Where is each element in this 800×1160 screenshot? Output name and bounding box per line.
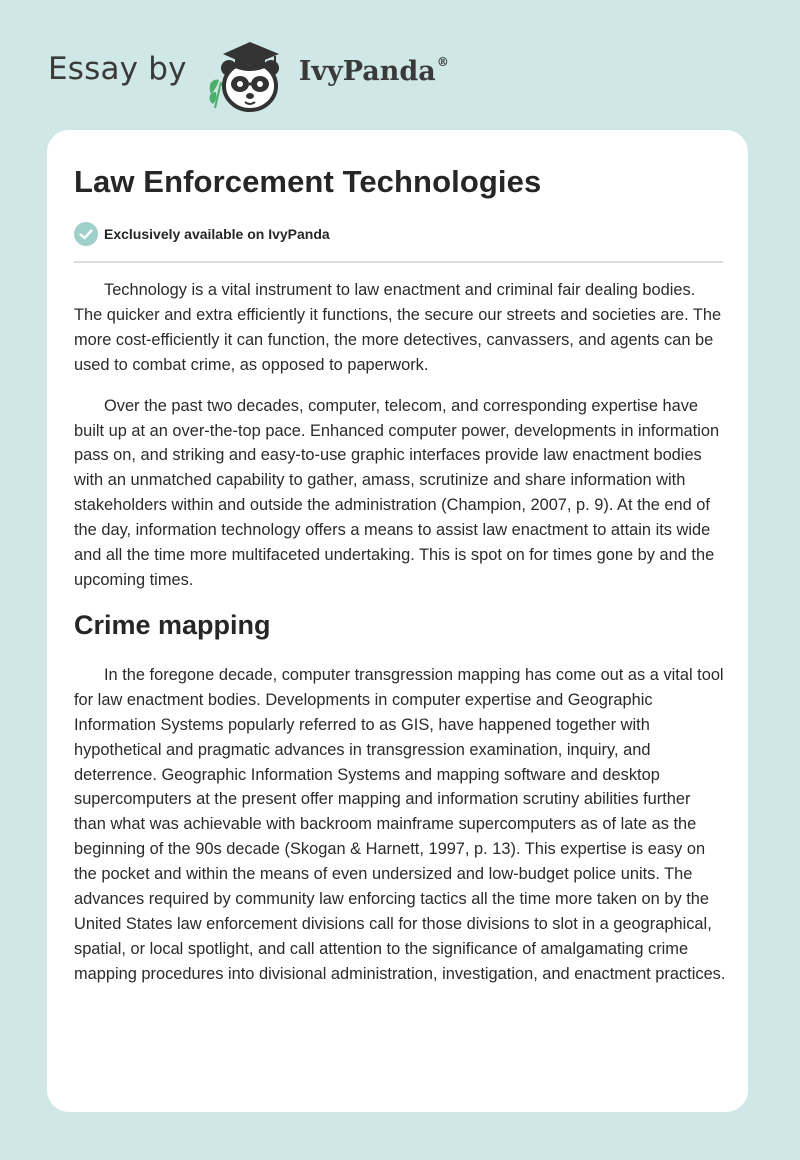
brand-name-text: IvyPanda [298,55,436,87]
paragraph: Technology is a vital instrument to law enactment and criminal fair dealing bodies. The quicker and extra efficiently it functions, the secure our streets and societies are. The more cost-efficiently it can function, the more detectives, canvassers, and agents can be used to combat crime, as opposed to paperwork. [74,281,722,374]
site-header [48,34,449,114]
exclusive-badge-label: Exclusively available on IvyPanda [104,226,330,242]
paragraph: Over the past two decades, computer, telecom, and corresponding expertise have built up at an over-the-top pace. Enhanced computer power, developments in information pass on, and striking and easy-to-use graphic interfaces provide law enactment bodies with an unmatched capability to gather, amass, scrutinize and share information with stakeholders within and outside the administration (Champion, 2007, p. 9). At the end of the day, information technology offers a means to assist law enactment to attain its wide and all the time more multifaceted undertaking. This is spot on for times gone by and the upcoming times. [74,396,720,589]
essay-card [47,130,748,1112]
essay-by-label: Essay by [48,51,187,87]
divider [74,261,723,263]
registered-mark: ® [436,54,449,69]
section-heading: Crime mapping [74,609,271,640]
panda-graduate-logo-icon[interactable] [201,34,297,114]
exclusive-badge [74,222,330,246]
check-circle-icon [74,222,98,246]
brand-name[interactable] [299,56,449,87]
page-title: Law Enforcement Technologies [74,164,542,199]
essay-body [74,278,726,1003]
paragraph: In the foregone decade, computer transgression mapping has come out as a vital tool for law enactment bodies. Developments in computer expertise and Geographic Information Systems popularly referred to as GIS, have happened together with hypothetical and pragmatic advances in transgression examination, inquiry, and deterrence. Geographic Information Systems and mapping software and desktop supercomputers at the present offer mapping and information scrutiny abilities further than what was achievable with backroom mainframe supercomputers as of late as the beginning of the 90s decade (Skogan & Harnett, 1997, p. 13). This expertise is easy on the pocket and within the means of even undersized and low-budget police units. The advances required by community law enforcing tactics all the time more taken on by the United States law enforcement divisions call for those divisions to slot in a geographical, spatial, or local spotlight, and call attention to the significance of amalgamating crime mapping procedures into divisional administration, investigation, and enactment practices. [74,665,726,983]
